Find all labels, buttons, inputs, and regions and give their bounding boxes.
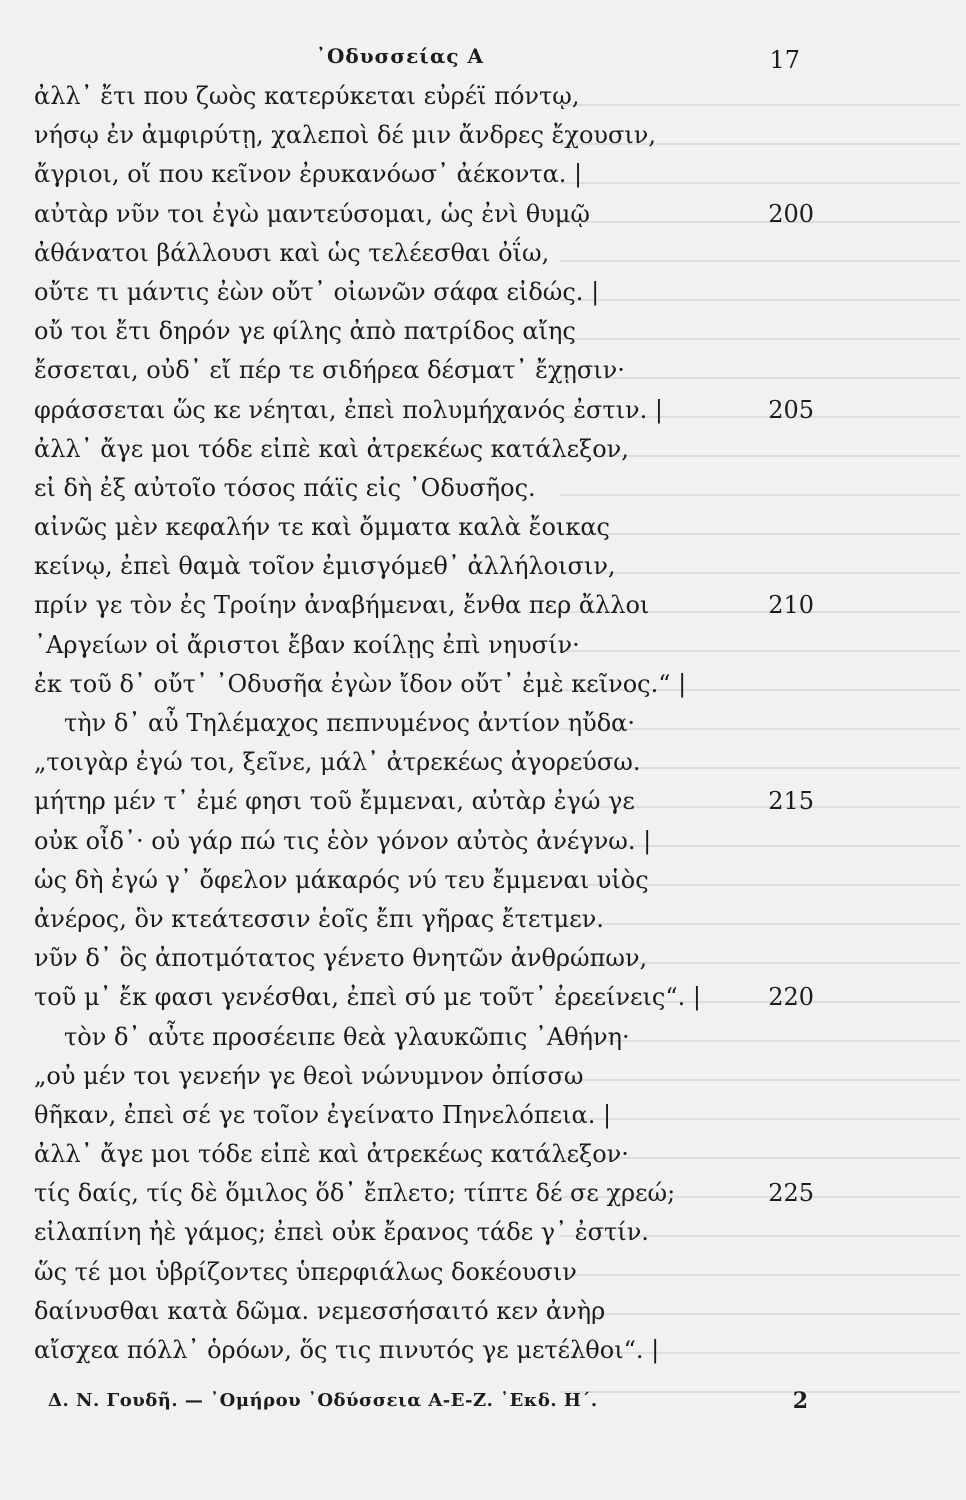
verse-text: ὡς δὴ ἐγώ γ᾽ ὄφελον μάκαρός νύ τευ ἔμμεναι υἱὸς [34,865,649,894]
verse-text: μήτηρ μέν τ᾽ ἐμέ φησι τοῦ ἔμμεναι, αὐτὰρ ἐγώ γε [34,787,635,816]
verse-text: φράσσεται ὥς κε νέηται, ἐπεὶ πολυμήχανός ἐστιν. | [34,395,663,424]
verse-line [34,116,814,155]
verse-block [34,77,814,1370]
verse-text: εἰ δὴ ἐξ αὐτοῖο τόσος πάϊς εἰς ᾽Οδυσῆος. [34,473,536,502]
verse-text: ἀνέρος, ὃν κτεάτεσσιν ἑοῖς ἔπι γῆρας ἔτετμεν. [34,904,604,933]
verse-line [34,1096,814,1135]
verse-text: αἴσχεα πόλλ᾽ ὁρόων, ὅς τις πινυτός γε μετέλθοι“. | [34,1336,660,1364]
verse-text: οὔ τοι ἔτι δηρόν γε φίλης ἀπὸ πατρίδος αἴης [34,317,576,346]
verse-text: τὸν δ᾽ αὖτε προσέειπε θεὰ γλαυκῶπις ᾽Αθήνη· [64,1022,630,1051]
verse-text: „οὐ μέν τοι γενεήν γε θεοὶ νώνυμνον ὀπίσσω [34,1061,584,1090]
verse-text: αἰνῶς μὲν κεφαλήν τε καὶ ὄμματα καλὰ ἔοικας [34,513,610,542]
verse-line [34,1135,814,1174]
verse-line [34,312,814,351]
verse-line [34,391,814,430]
verse-text: ἔσσεται, οὐδ᾽ εἴ πέρ τε σιδήρεα δέσματ᾽ ἔχῃσιν· [34,356,625,385]
verse-line [34,665,814,704]
verse-line [34,704,814,743]
verse-text: πρίν γε τὸν ἐς Τροίην ἀναβήμεναι, ἔνθα περ ἄλλοι [34,591,650,620]
verse-text: ἐκ τοῦ δ᾽ οὔτ᾽ ᾽Οδυσῆα ἐγὼν ἴδον οὔτ᾽ ἐμὲ κεῖνος.“ | [34,669,687,698]
page-header [0,44,966,78]
verse-line [34,508,814,547]
verse-line [34,1292,814,1331]
footer-imprint: Δ. Ν. Γουδῆ. — ᾽Ομήρου ᾽Οδύσσεια Α-Ε-Ζ. ᾽Εκδ. Η΄. [48,1390,598,1411]
line-number: 225 [768,1179,814,1208]
verse-line [34,1174,814,1213]
verse-line [34,195,814,234]
verse-line [34,1018,814,1057]
verse-text: δαίνυσθαι κατὰ δῶμα. νεμεσσήσαιτό κεν ἀνὴρ [34,1296,606,1325]
page-number: 17 [769,46,800,74]
verse-line [34,939,814,978]
verse-line [34,743,814,782]
verse-text: κείνῳ, ἐπεὶ θαμὰ τοῖον ἐμισγόμεθ᾽ ἀλλήλοισιν, [34,552,616,581]
verse-line [34,1253,814,1292]
verse-line [34,155,814,194]
verse-text: ἀθάνατοι βάλλουσι καὶ ὡς τελέεσθαι ὀΐω, [34,238,550,267]
verse-text: „τοιγὰρ ἐγώ τοι, ξεῖνε, μάλ᾽ ἀτρεκέως ἀγορεύσω. [34,748,641,777]
verse-line [34,469,814,508]
verse-line [34,861,814,900]
verse-text: ἀλλ᾽ ἄγε μοι τόδε εἰπὲ καὶ ἀτρεκέως κατάλεξον· [34,1140,629,1169]
line-number: 205 [768,395,814,424]
line-number: 210 [768,591,814,620]
verse-text: θῆκαν, ἐπεὶ σέ γε τοῖον ἐγείνατο Πηνελόπεια. | [34,1100,612,1129]
verse-line [34,978,814,1017]
verse-line [34,1057,814,1096]
verse-line [34,351,814,390]
verse-text: τίς δαίς, τίς δὲ ὅμιλος ὅδ᾽ ἔπλετο; τίπτε δέ σε χρεώ; [34,1179,676,1208]
verse-text: τὴν δ᾽ αὖ Τηλέμαχος πεπνυμένος ἀντίον ηὔδα· [64,709,635,737]
verse-text: οὐκ οἶδ᾽· οὐ γάρ πώ τις ἑὸν γόνον αὐτὸς ἀνέγνω. | [34,826,652,855]
verse-text: ᾽Αργείων οἱ ἄριστοι ἔβαν κοίλῃς ἐπὶ νηυσίν· [34,630,580,659]
verse-text: ἄγριοι, οἵ που κεῖνον ἐρυκανόωσ᾽ ἀέκοντα. | [34,160,583,189]
verse-line [34,586,814,625]
verse-line [34,77,814,116]
verse-line [34,1213,814,1252]
verse-text: ὥς τέ μοι ὑβρίζοντες ὑπερφιάλως δοκέουσιν [34,1257,577,1286]
line-number: 215 [768,787,814,816]
page-footer [48,1390,808,1430]
verse-line [34,626,814,665]
verse-line [34,234,814,273]
verse-text: ἀλλ᾽ ἔτι που ζωὸς κατερύκεται εὐρέϊ πόντῳ, [34,82,580,110]
verse-text: αὐτὰρ νῦν τοι ἐγὼ μαντεύσομαι, ὡς ἐνὶ θυμῷ [34,199,590,228]
verse-line [34,547,814,586]
verse-text: ἀλλ᾽ ἄγε μοι τόδε εἰπὲ καὶ ἀτρεκέως κατάλεξον, [34,434,629,463]
verse-line [34,782,814,821]
running-title: ᾽Οδυσσείας Α [315,44,484,68]
verse-line [34,900,814,939]
verse-line [34,1331,814,1370]
signature-mark: 2 [792,1388,808,1414]
verse-text: οὔτε τι μάντις ἐὼν οὔτ᾽ οἰωνῶν σάφα εἰδώς. | [34,277,600,306]
verse-text: τοῦ μ᾽ ἔκ φασι γενέσθαι, ἐπεὶ σύ με τοῦτ᾽ ἐρεείνεις“. | [34,983,701,1012]
verse-text: νήσῳ ἐν ἀμφιρύτῃ, χαλεποὶ δέ μιν ἄνδρες ἔχουσιν, [34,121,657,150]
line-number: 200 [768,199,814,228]
line-number: 220 [768,983,814,1012]
verse-line [34,430,814,469]
verse-text: εἰλαπίνη ἠὲ γάμος; ἐπεὶ οὐκ ἔρανος τάδε γ᾽ ἐστίν. [34,1218,649,1247]
verse-line [34,822,814,861]
verse-text: νῦν δ᾽ ὃς ἀποτμότατος γένετο θνητῶν ἀνθρώπων, [34,944,648,973]
verse-line [34,273,814,312]
